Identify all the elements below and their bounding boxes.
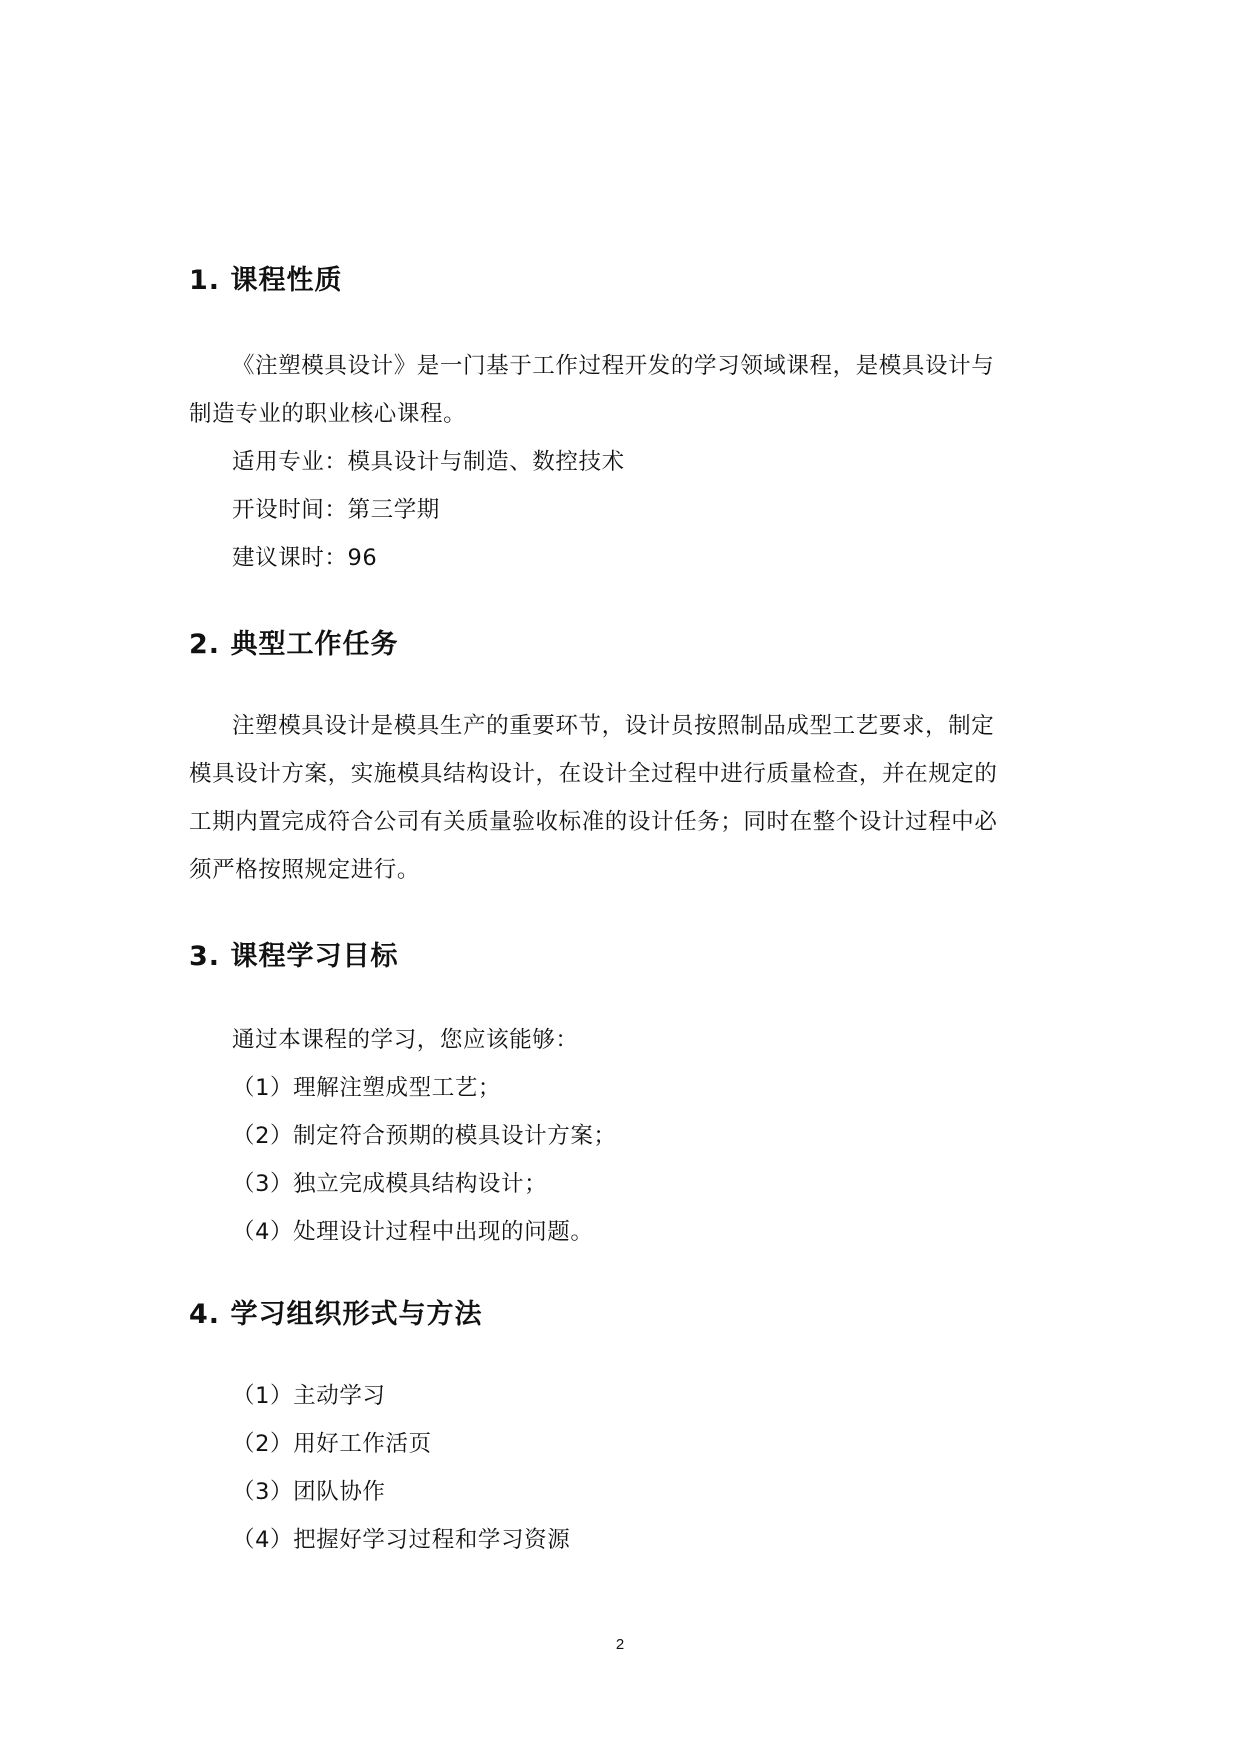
page-number: 2 [615,1636,625,1653]
paragraph-line: 《注塑模具设计》是一门基于工作过程开发的学习领域课程，是模具设计与 [232,353,995,379]
list-item: （2）用好工作活页 [232,1431,432,1457]
section-heading-typical-tasks: 2. 典型工作任务 [189,629,399,660]
list-item: （4）把握好学习过程和学习资源 [232,1527,571,1553]
section-heading-organization-methods: 4. 学习组织形式与方法 [189,1299,483,1330]
paragraph-line: 注塑模具设计是模具生产的重要环节，设计员按照制品成型工艺要求，制定 [232,713,995,739]
section-heading-course-nature: 1. 课程性质 [189,265,343,296]
paragraph-line: 模具设计方案，实施模具结构设计，在设计全过程中进行质量检查，并在规定的 [189,761,998,787]
list-item: （2）制定符合预期的模具设计方案； [232,1123,617,1149]
paragraph-line: 工期内置完成符合公司有关质量验收标准的设计任务；同时在整个设计过程中必 [189,809,998,835]
paragraph-line: 通过本课程的学习，您应该能够： [232,1027,579,1053]
suggested-hours: 建议课时：96 [232,545,378,571]
list-item: （3）团队协作 [232,1479,386,1505]
applicable-major: 适用专业：模具设计与制造、数控技术 [232,449,625,475]
offering-term: 开设时间：第三学期 [232,497,440,523]
list-item: （4）处理设计过程中出现的问题。 [232,1219,594,1245]
section-heading-learning-objectives: 3. 课程学习目标 [189,941,399,972]
paragraph-line: 制造专业的职业核心课程。 [189,401,467,427]
list-item: （3）独立完成模具结构设计； [232,1171,548,1197]
list-item: （1）理解注塑成型工艺； [232,1075,502,1101]
paragraph-line: 须严格按照规定进行。 [189,857,421,883]
list-item: （1）主动学习 [232,1383,386,1409]
